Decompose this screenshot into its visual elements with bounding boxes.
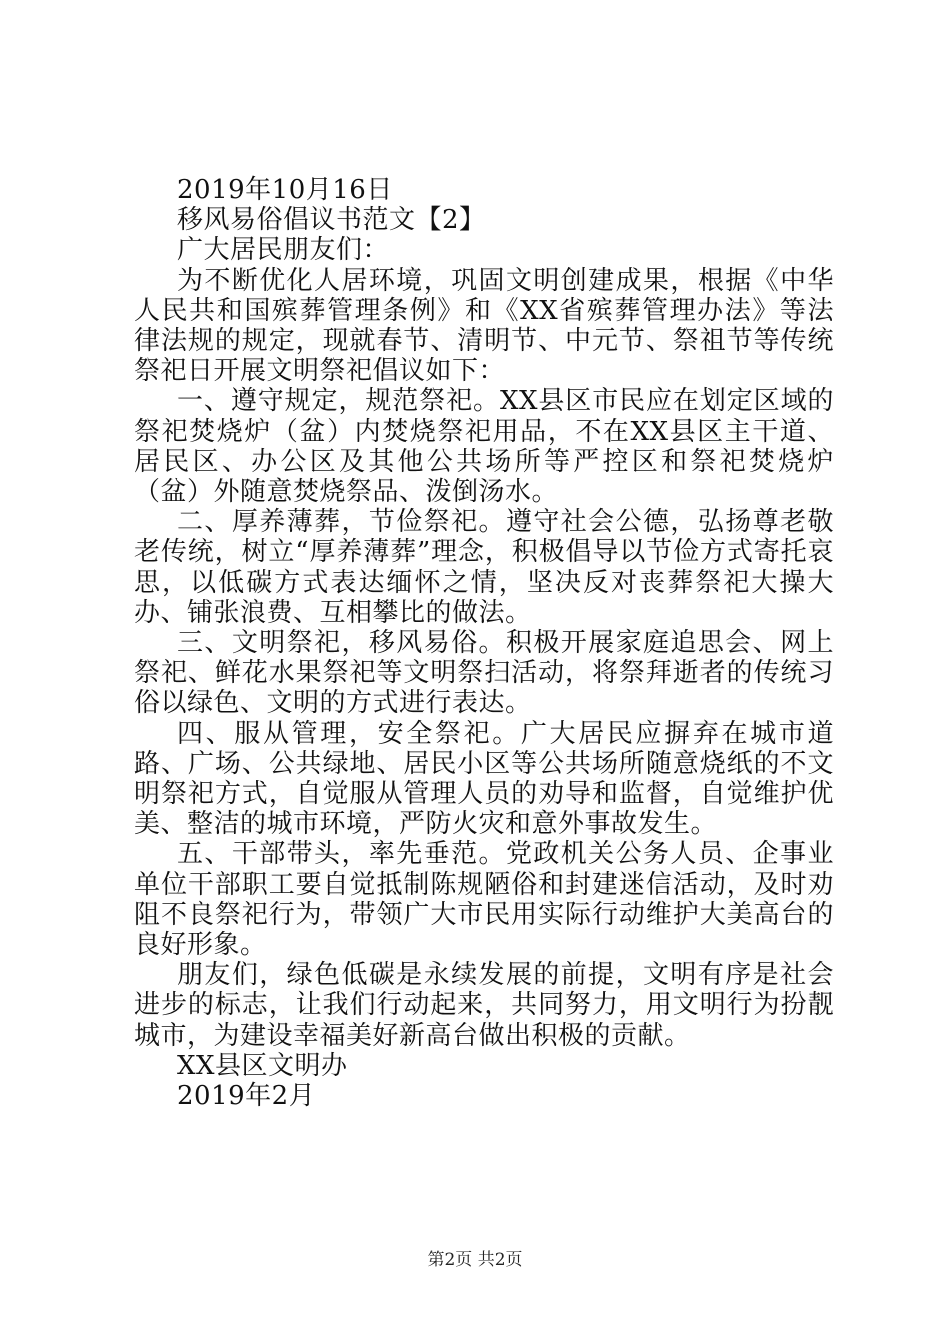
paragraph-closing: 朋友们，绿色低碳是永续发展的前提，文明有序是社会进步的标志，让我们行动起来，共同努力，用文明行为扮靓城市，为建设幸福美好新高台做出积极的贡献。 bbox=[134, 960, 834, 1051]
document-title: 移风易俗倡议书范文【2】 bbox=[177, 205, 486, 236]
paragraph-item-2: 二、厚养薄葬，节俭祭祀。遵守社会公德，弘扬尊老敬老传统，树立“厚养薄葬”理念，积极倡导以节俭方式寄托哀思，以低碳方式表达缅怀之情，坚决反对丧葬祭祀大操大办、铺张浪费、互相攀比的做法。 bbox=[134, 507, 834, 628]
signature: XX县区文明办 bbox=[177, 1050, 348, 1081]
signature-date: 2019年2月 bbox=[177, 1081, 316, 1112]
paragraph-item-4: 四、服从管理，安全祭祀。广大居民应摒弃在城市道路、广场、公共绿地、居民小区等公共场所随意烧纸的不文明祭祀方式，自觉服从管理人员的劝导和监督，自觉维护优美、整洁的城市环境，严防火灾和意外事故发生。 bbox=[134, 718, 834, 840]
document-date: 2019年10月16日 bbox=[177, 175, 393, 205]
page-footer: 第2页 共2页 bbox=[427, 1250, 523, 1270]
paragraph-item-5: 五、干部带头，率先垂范。党政机关公务人员、企事业单位干部职工要自觉抵制陈规陋俗和封建迷信活动，及时劝阻不良祭祀行为，带领广大市民用实际行动维护大美高台的良好形象。 bbox=[134, 839, 834, 961]
paragraph-item-1: 一、遵守规定，规范祭祀。XX县区市民应在划定区域的祭祀焚烧炉（盆）内焚烧祭祀用品，不在XX县区主干道、居民区、办公区及其他公共场所等严控区和祭祀焚烧炉（盆）外随意焚烧祭品、泼倒汤水。 bbox=[134, 386, 834, 508]
document-body bbox=[134, 175, 834, 1111]
salutation: 广大居民朋友们： bbox=[177, 235, 390, 266]
paragraph-intro: 为不断优化人居环境，巩固文明创建成果，根据《中华人民共和国殡葬管理条例》和《XX省殡葬管理办法》等法律法规的规定，现就春节、清明节、中元节、祭祖节等传统祭祀日开展文明祭祀倡议如下： bbox=[134, 265, 834, 387]
paragraph-item-3: 三、文明祭祀，移风易俗。积极开展家庭追思会、网上祭祀、鲜花水果祭祀等文明祭扫活动，将祭拜逝者的传统习俗以绿色、文明的方式进行表达。 bbox=[134, 628, 834, 719]
